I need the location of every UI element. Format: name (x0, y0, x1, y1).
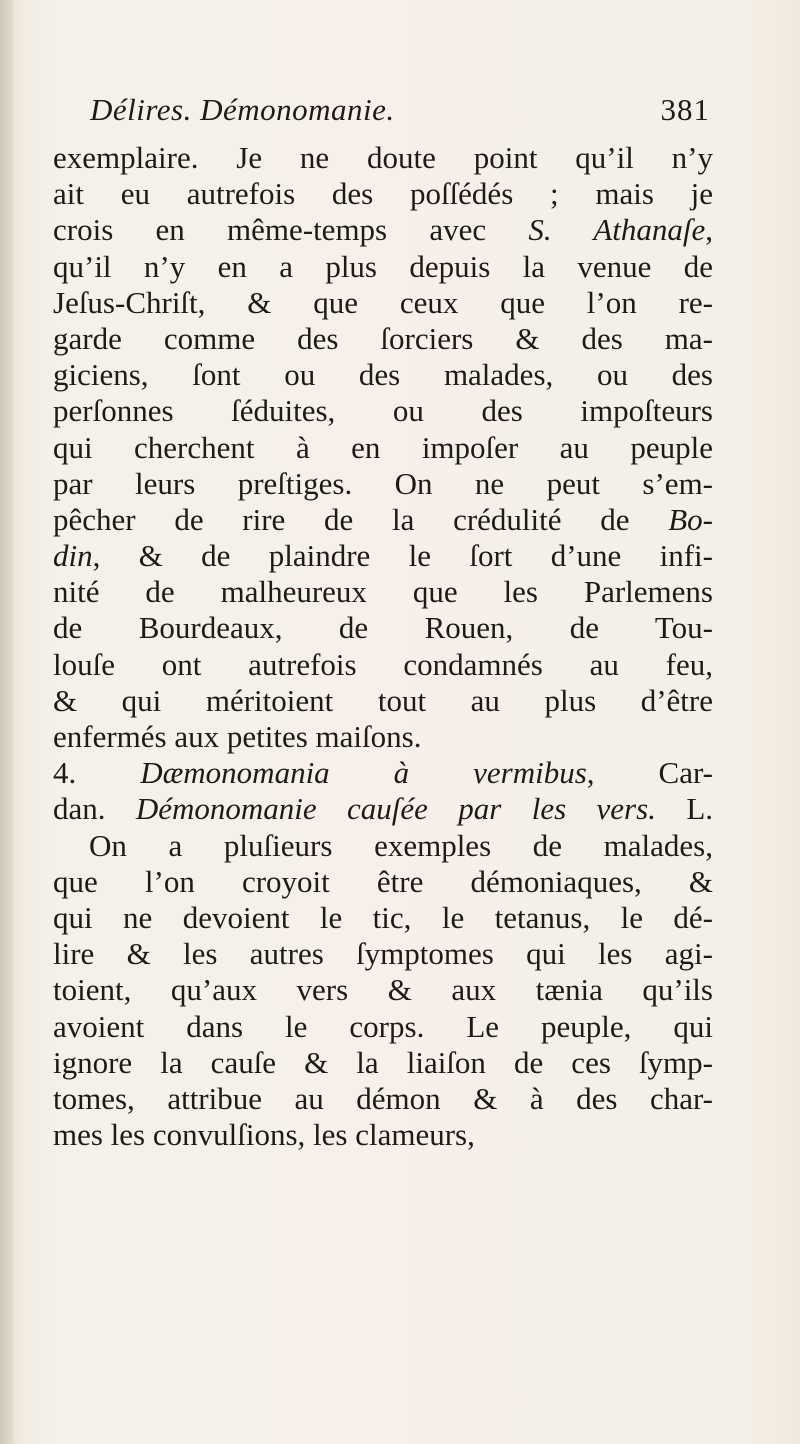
page-header (90, 88, 710, 138)
text-line (53, 828, 713, 864)
text-segment: avoient dans le corps. Le peuple, qui (53, 1008, 713, 1044)
text-line (53, 574, 713, 610)
text-line (53, 321, 713, 357)
text-segment: pêcher de rire de la crédulité de (53, 501, 669, 537)
text-line (53, 1081, 713, 1117)
text-segment: de Bourdeaux, de Rouen, de Tou- (53, 610, 713, 646)
text-segment: , Car- (586, 755, 713, 791)
text-segment: On a pluſieurs exemples de malades, (89, 827, 713, 863)
text-line (53, 936, 713, 972)
text-line (53, 1045, 713, 1081)
text-line (53, 249, 713, 285)
text-line (53, 140, 713, 176)
italic-text-segment: din (53, 538, 93, 574)
text-segment: exemplaire. Je ne doute point qu’il n’y (53, 140, 713, 175)
text-segment: qui cherchent à en impoſer au peuple (53, 429, 713, 465)
page-binding-shadow (0, 0, 14, 1444)
text-line (53, 212, 713, 248)
text-line (53, 647, 713, 683)
text-segment: louſe ont autrefois condamnés au feu, (53, 646, 713, 682)
text-segment: , & de plaindre le ſort d’une infi- (92, 538, 713, 574)
text-segment: tomes, attribue au démon & à des char- (53, 1080, 713, 1116)
text-line (53, 538, 713, 574)
text-line (53, 900, 713, 936)
italic-text-segment: S. Athanaſe (528, 212, 706, 248)
text-line (53, 502, 713, 538)
text-segment: crois en même-temps avec (53, 212, 529, 248)
text-line (53, 864, 713, 900)
italic-text-segment: Dæmonomania à vermibus (140, 755, 587, 791)
text-segment: que l’on croyoit être démoniaques, & (53, 863, 713, 899)
text-segment: toient, qu’aux vers & aux tænia qu’ils (53, 972, 713, 1008)
text-line (53, 972, 713, 1008)
text-segment: ignore la cauſe & la liaiſon de ces ſymp- (53, 1044, 713, 1080)
text-segment: perſonnes ſéduites, ou des impoſteurs (53, 393, 713, 429)
text-segment: giciens, ſont ou des malades, ou des (53, 357, 713, 393)
text-line (53, 719, 713, 755)
text-line (53, 1009, 713, 1045)
text-line (53, 430, 713, 466)
text-line (53, 393, 713, 429)
text-segment: 4. (53, 755, 141, 791)
italic-text-segment: Bo- (668, 501, 713, 537)
text-segment: Jeſus-Chriſt, & que ceux que l’on re- (53, 284, 713, 320)
text-line (53, 791, 713, 827)
text-segment: enfermés aux petites maiſons. (53, 719, 422, 754)
text-line (53, 610, 713, 646)
text-line (53, 1117, 713, 1153)
text-segment: & qui méritoient tout au plus d’être (53, 682, 713, 718)
text-line (53, 466, 713, 502)
text-segment: lire & les autres ſymptomes qui les agi- (53, 936, 713, 972)
text-segment: dan. (53, 791, 136, 827)
text-line (53, 176, 713, 212)
text-line (53, 285, 713, 321)
text-segment: qu’il n’y en a plus depuis la venue de (53, 248, 713, 284)
text-segment: garde comme des ſorciers & des ma- (53, 320, 713, 356)
text-line (53, 357, 713, 393)
text-segment: mes les convulſions, les clameurs, (53, 1117, 475, 1153)
text-segment: nité de malheureux que les Parlemens (53, 574, 713, 610)
text-segment: par leurs preſtiges. On ne peut s’em- (53, 465, 713, 501)
text-segment: ait eu autrefois des poſſédés ; mais je (53, 176, 713, 212)
body-text (53, 140, 713, 1153)
text-line (53, 683, 713, 719)
text-segment: L. (655, 791, 714, 827)
italic-text-segment: Démonomanie cauſée par les vers. (135, 791, 656, 827)
text-line (53, 755, 713, 791)
running-title: Délires. Démonomanie. (90, 92, 395, 127)
text-segment: , (705, 212, 713, 248)
page-number: 381 (660, 92, 710, 127)
text-segment: qui ne devoient le tic, le tetanus, le dé- (53, 899, 713, 935)
